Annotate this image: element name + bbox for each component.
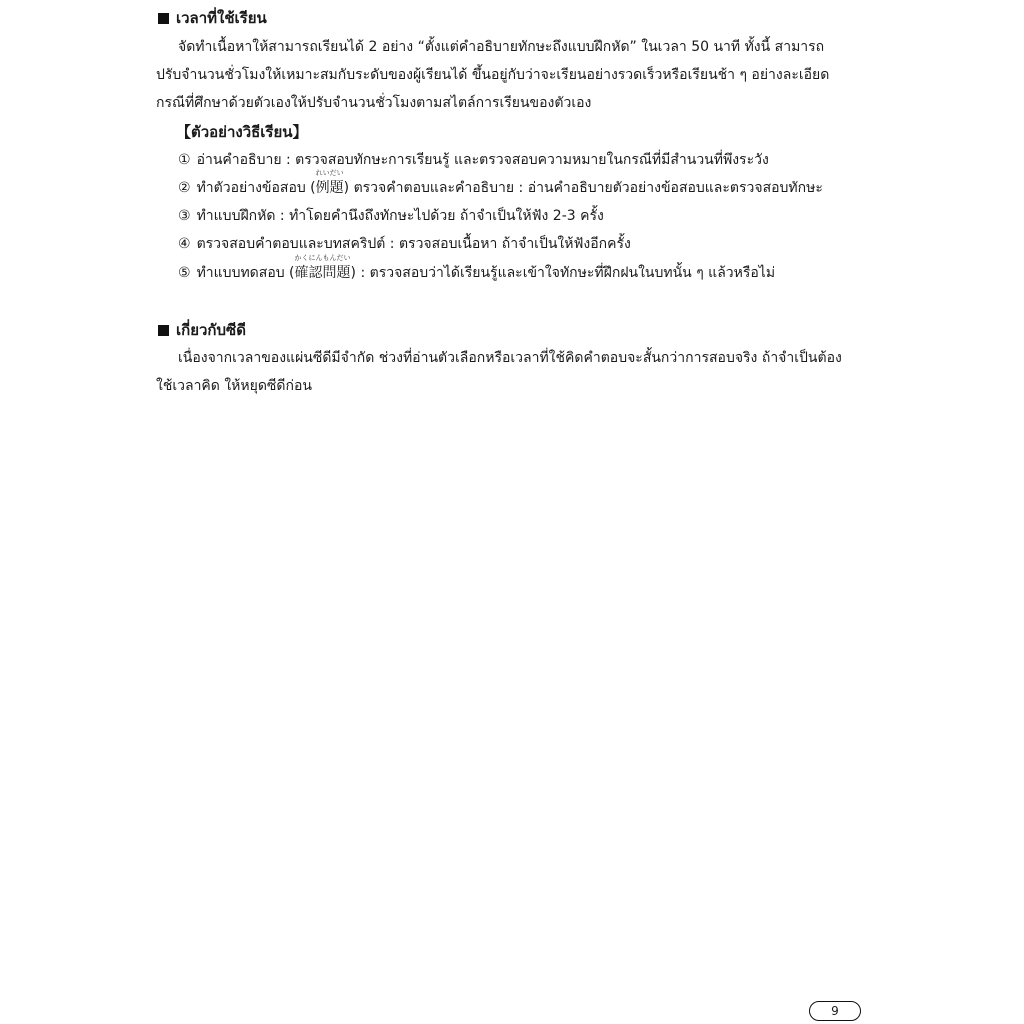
step-text: อ่านคำอธิบาย : ตรวจสอบทักษะการเรียนรู้ และตรวจสอบความหมายในกรณีที่มีสำนวนที่พึงระวัง xyxy=(196,152,769,168)
study-time-paragraph xyxy=(156,33,860,117)
paragraph-line: ปรับจำนวนชั่วโมงให้เหมาะสมกับระดับของผู้เรียนได้ ขึ้นอยู่กับว่าจะเรียนอย่างรวดเร็วหรือเรียนช้า ๆ อย่างละเอียด xyxy=(156,67,830,83)
section-heading-study-time xyxy=(158,8,267,28)
section-heading-text: เกี่ยวกับซีดี xyxy=(176,321,246,339)
step-number: ② xyxy=(178,180,191,196)
furigana: かくにんもんだい xyxy=(294,254,351,262)
study-step-1 xyxy=(178,150,769,170)
study-step-3 xyxy=(178,206,604,226)
section-heading-text: เวลาที่ใช้เรียน xyxy=(176,9,267,27)
step-number: ⑤ xyxy=(178,265,191,281)
step-text-continued: ) ตรวจคำตอบและคำอธิบาย : อ่านคำอธิบายตัวอย่างข้อสอบและตรวจสอบทักษะ xyxy=(343,180,823,196)
step-number: ④ xyxy=(178,236,191,252)
step-number: ① xyxy=(178,152,191,168)
study-step-2 xyxy=(178,169,823,198)
black-square-bullet-icon xyxy=(158,325,169,336)
paragraph-line: ใช้เวลาคิด ให้หยุดซีดีก่อน xyxy=(156,378,312,394)
step-text: ทำแบบทดสอบ ( xyxy=(196,265,295,281)
page-number: 9 xyxy=(809,1001,861,1021)
step-text: ตรวจสอบคำตอบและบทสคริปต์ : ตรวจสอบเนื้อหา ถ้าจำเป็นให้ฟังอีกครั้ง xyxy=(196,236,631,252)
paragraph-line: เนื่องจากเวลาของแผ่นซีดีมีจำกัด ช่วงที่อ่านตัวเลือกหรือเวลาที่ใช้คิดคำตอบจะสั้นกว่าการสอบจริง ถ้าจำเป็นต้อง xyxy=(178,350,842,366)
black-square-bullet-icon xyxy=(158,13,169,24)
paragraph-line: จัดทำเนื้อหาให้สามารถเรียนได้ 2 อย่าง “ตั้งแต่คำอธิบายทักษะถึงแบบฝึกหัด” ในเวลา 50 นาที ทั้งนี้ สามารถ xyxy=(178,39,825,55)
step-text: ทำแบบฝึกหัด : ทำโดยคำนึงถึงทักษะไปด้วย ถ้าจำเป็นให้ฟัง 2-3 ครั้ง xyxy=(196,208,604,224)
furigana: れいだい xyxy=(315,169,344,177)
kanji-term: 例題 xyxy=(315,180,344,196)
japanese-term xyxy=(294,254,351,283)
kanji-term: 確認問題 xyxy=(294,265,351,281)
cd-paragraph xyxy=(156,344,860,400)
section-heading-cd xyxy=(158,320,246,340)
step-number: ③ xyxy=(178,208,191,224)
study-step-5 xyxy=(178,254,776,283)
step-text-continued: ) : ตรวจสอบว่าได้เรียนรู้และเข้าใจทักษะที่ฝึกฝนในบทนั้น ๆ แล้วหรือไม่ xyxy=(350,265,776,281)
study-method-heading: 【ตัวอย่างวิธีเรียน】 xyxy=(176,123,308,141)
step-text: ทำตัวอย่างข้อสอบ ( xyxy=(196,180,316,196)
study-step-4 xyxy=(178,234,631,254)
paragraph-line: กรณีที่ศึกษาด้วยตัวเองให้ปรับจำนวนชั่วโมงตามสไตล์การเรียนของตัวเอง xyxy=(156,95,592,111)
japanese-term xyxy=(315,169,344,198)
